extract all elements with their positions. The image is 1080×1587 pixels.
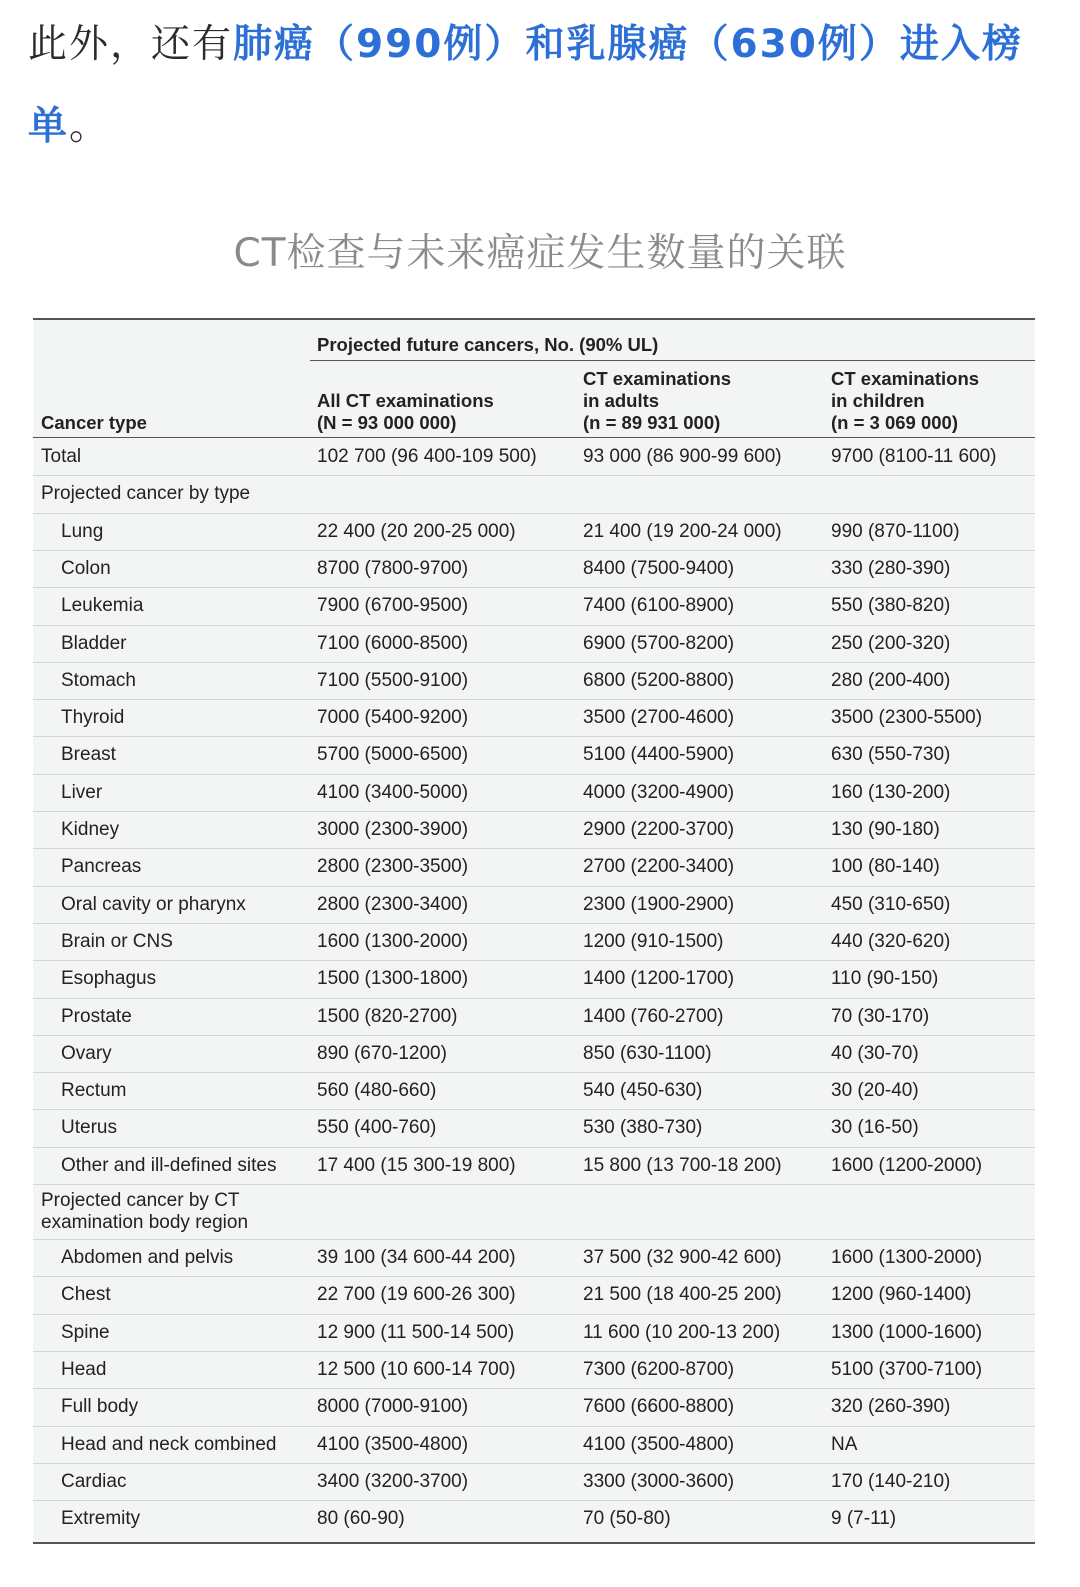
cell-children: 250 (200-320) bbox=[831, 632, 951, 654]
cell-children: 170 (140-210) bbox=[831, 1470, 951, 1492]
cell-cancer-type: Abdomen and pelvis bbox=[61, 1247, 234, 1268]
cell-all-ct: 4100 (3400-5000) bbox=[317, 781, 469, 803]
cell-cancer-type: Oral cavity or pharynx bbox=[61, 893, 246, 915]
cell-children: 40 (30-70) bbox=[831, 1042, 919, 1064]
table-row bbox=[33, 1351, 1035, 1388]
row-divider bbox=[33, 1147, 1035, 1148]
cell-cancer-type: Brain or CNS bbox=[61, 930, 173, 952]
cell-adults: 21 400 (19 200-24 000) bbox=[583, 520, 782, 542]
cell-children: 1600 (1300-2000) bbox=[831, 1247, 983, 1268]
cell-cancer-type: Liver bbox=[61, 781, 103, 803]
table-row bbox=[33, 1314, 1035, 1351]
table-row bbox=[33, 1109, 1035, 1146]
row-divider bbox=[33, 1426, 1035, 1427]
cell-children: 130 (90-180) bbox=[831, 819, 940, 840]
cell-cancer-type: Full body bbox=[61, 1396, 139, 1418]
col-header-children-line3: (n = 3 069 000) bbox=[831, 412, 959, 433]
row-divider bbox=[33, 998, 1035, 999]
table-row bbox=[33, 960, 1035, 997]
cell-cancer-type: Thyroid bbox=[61, 707, 125, 729]
col-header-all bbox=[317, 390, 494, 434]
cell-adults: 8400 (7500-9400) bbox=[583, 557, 735, 579]
table-row bbox=[33, 811, 1035, 848]
intro-paragraph bbox=[28, 4, 1058, 168]
cell-all-ct: 7100 (5500-9100) bbox=[317, 669, 469, 691]
row-divider bbox=[33, 1276, 1035, 1277]
cell-adults: 7600 (6600-8800) bbox=[583, 1396, 735, 1418]
col-header-adults-line2: in adults bbox=[583, 390, 660, 411]
table-row bbox=[33, 1072, 1035, 1109]
cell-children: 280 (200-400) bbox=[831, 669, 951, 691]
cell-all-ct: 560 (480-660) bbox=[317, 1080, 437, 1102]
cell-all-ct: 80 (60-90) bbox=[317, 1508, 405, 1530]
table-row bbox=[33, 1463, 1035, 1500]
table-row bbox=[33, 513, 1035, 550]
cell-cancer-type: Extremity bbox=[61, 1508, 141, 1530]
cell-all-ct: 7900 (6700-9500) bbox=[317, 595, 469, 617]
row-divider bbox=[33, 811, 1035, 812]
cell-all-ct: 22 400 (20 200-25 000) bbox=[317, 520, 516, 542]
row-divider bbox=[33, 513, 1035, 514]
row-divider bbox=[33, 923, 1035, 924]
section-header-row bbox=[33, 1184, 1035, 1239]
cell-children: 110 (90-150) bbox=[831, 968, 939, 990]
cell-adults: 15 800 (13 700-18 200) bbox=[583, 1154, 782, 1176]
cell-children: 30 (20-40) bbox=[831, 1080, 919, 1102]
section-header-line: Projected cancer by CT bbox=[41, 1190, 240, 1211]
cell-all-ct: 17 400 (15 300-19 800) bbox=[317, 1154, 516, 1176]
table-row bbox=[33, 923, 1035, 960]
col-header-children-line1: CT examinations bbox=[831, 368, 980, 389]
table-row bbox=[33, 1388, 1035, 1425]
row-divider bbox=[33, 886, 1035, 887]
cell-cancer-type: Colon bbox=[61, 557, 111, 579]
table-row bbox=[33, 550, 1035, 587]
cell-adults: 4100 (3500-4800) bbox=[583, 1433, 735, 1455]
cell-adults: 1400 (760-2700) bbox=[583, 1005, 724, 1027]
row-divider bbox=[33, 1072, 1035, 1073]
group-header-rule bbox=[310, 360, 1035, 361]
cell-adults: 3300 (3000-3600) bbox=[583, 1470, 735, 1492]
row-divider bbox=[33, 1388, 1035, 1389]
cell-adults: 7300 (6200-8700) bbox=[583, 1358, 735, 1380]
row-divider bbox=[33, 1351, 1035, 1352]
cell-all-ct: 12 900 (11 500-14 500) bbox=[317, 1321, 515, 1343]
cell-adults: 6900 (5700-8200) bbox=[583, 632, 735, 654]
table-row bbox=[33, 886, 1035, 923]
table-row bbox=[33, 1239, 1035, 1276]
col-header-adults bbox=[583, 368, 731, 434]
cell-all-ct: 3400 (3200-3700) bbox=[317, 1470, 469, 1492]
table-row bbox=[33, 1426, 1035, 1463]
cell-all-ct: 12 500 (10 600-14 700) bbox=[317, 1358, 516, 1380]
cell-children: 1200 (960-1400) bbox=[831, 1284, 972, 1306]
col-header-cancer-type: Cancer type bbox=[41, 412, 147, 433]
cell-cancer-type: Spine bbox=[61, 1321, 110, 1343]
table-row bbox=[33, 1147, 1035, 1184]
cell-adults: 21 500 (18 400-25 200) bbox=[583, 1284, 782, 1306]
cell-all-ct: 2800 (2300-3400) bbox=[317, 893, 469, 915]
cell-adults: 7400 (6100-8900) bbox=[583, 595, 735, 617]
group-header: Projected future cancers, No. (90% UL) bbox=[317, 334, 659, 355]
cell-all-ct: 3000 (2300-3900) bbox=[317, 819, 469, 840]
section-header-row bbox=[33, 475, 1035, 512]
cell-children: 630 (550-730) bbox=[831, 744, 951, 766]
cell-children: 330 (280-390) bbox=[831, 557, 951, 579]
table-row bbox=[33, 699, 1035, 736]
cell-all-ct: 8700 (7800-9700) bbox=[317, 557, 469, 579]
row-divider bbox=[33, 475, 1035, 476]
col-header-children-line2: in children bbox=[831, 390, 925, 411]
table-row bbox=[33, 438, 1035, 475]
row-divider bbox=[33, 550, 1035, 551]
cell-cancer-type: Cardiac bbox=[61, 1470, 127, 1492]
cell-children: 1300 (1000-1600) bbox=[831, 1321, 983, 1343]
cell-adults: 70 (50-80) bbox=[583, 1508, 671, 1530]
cell-children: 3500 (2300-5500) bbox=[831, 707, 983, 729]
intro-highlight-breast: 乳腺癌（630例）进入榜单 bbox=[28, 22, 1023, 149]
cell-adults: 850 (630-1100) bbox=[583, 1042, 712, 1064]
cell-all-ct: 7100 (6000-8500) bbox=[317, 632, 469, 654]
cell-cancer-type: Head bbox=[61, 1358, 107, 1380]
row-divider bbox=[33, 1239, 1035, 1240]
cell-children: 30 (16-50) bbox=[831, 1117, 919, 1139]
row-divider bbox=[33, 736, 1035, 737]
cell-children: 160 (130-200) bbox=[831, 781, 951, 803]
cell-adults: 1200 (910-1500) bbox=[583, 930, 724, 952]
table-row bbox=[33, 736, 1035, 773]
table-row bbox=[33, 848, 1035, 885]
row-divider bbox=[33, 1314, 1035, 1315]
row-divider bbox=[33, 1463, 1035, 1464]
cell-adults: 6800 (5200-8800) bbox=[583, 669, 735, 691]
row-divider bbox=[33, 625, 1035, 626]
cell-cancer-type: Breast bbox=[61, 744, 116, 766]
cell-adults: 1400 (1200-1700) bbox=[583, 968, 735, 990]
cell-children: 1600 (1200-2000) bbox=[831, 1154, 983, 1176]
cell-children: 100 (80-140) bbox=[831, 856, 940, 878]
col-header-children bbox=[831, 368, 979, 434]
table-row bbox=[33, 625, 1035, 662]
cell-cancer-type: Ovary bbox=[61, 1042, 112, 1064]
table-row bbox=[33, 1500, 1035, 1537]
cell-children: 9700 (8100-11 600) bbox=[831, 446, 997, 467]
cell-adults: 530 (380-730) bbox=[583, 1117, 703, 1139]
col-header-all-line2: (N = 93 000 000) bbox=[317, 412, 457, 433]
cell-adults: 540 (450-630) bbox=[583, 1080, 703, 1102]
row-divider bbox=[33, 587, 1035, 588]
cell-children: 450 (310-650) bbox=[831, 893, 951, 915]
cell-adults: 3500 (2700-4600) bbox=[583, 707, 735, 729]
cell-children: 440 (320-620) bbox=[831, 930, 951, 952]
cell-cancer-type: Rectum bbox=[61, 1080, 127, 1102]
cell-children: NA bbox=[831, 1433, 858, 1455]
cell-adults: 4000 (3200-4900) bbox=[583, 781, 735, 803]
cell-children: 320 (260-390) bbox=[831, 1396, 951, 1418]
row-divider bbox=[33, 1035, 1035, 1036]
cell-children: 9 (7-11) bbox=[831, 1508, 897, 1530]
cell-cancer-type: Chest bbox=[61, 1284, 111, 1306]
row-divider bbox=[33, 662, 1035, 663]
cell-cancer-type: Head and neck combined bbox=[61, 1433, 277, 1455]
cell-all-ct: 22 700 (19 600-26 300) bbox=[317, 1284, 516, 1306]
row-divider bbox=[33, 1184, 1035, 1185]
table-row bbox=[33, 998, 1035, 1035]
cell-adults: 11 600 (10 200-13 200) bbox=[583, 1321, 781, 1343]
cell-all-ct: 1500 (1300-1800) bbox=[317, 968, 469, 990]
cell-children: 70 (30-170) bbox=[831, 1005, 930, 1027]
row-divider bbox=[33, 960, 1035, 961]
col-header-all-line1: All CT examinations bbox=[317, 390, 494, 411]
cell-adults: 2900 (2200-3700) bbox=[583, 819, 735, 840]
table-caption: CT检查与未来癌症发生数量的关联 bbox=[233, 231, 847, 276]
cell-adults: 5100 (4400-5900) bbox=[583, 744, 735, 766]
cell-all-ct: 5700 (5000-6500) bbox=[317, 744, 469, 766]
cell-cancer-type: Bladder bbox=[61, 632, 127, 654]
table-row bbox=[33, 587, 1035, 624]
cell-adults: 2700 (2200-3400) bbox=[583, 856, 735, 878]
table-row bbox=[33, 1035, 1035, 1072]
cell-all-ct: 2800 (2300-3500) bbox=[317, 856, 469, 878]
section-header-line: Projected cancer by type bbox=[41, 483, 251, 505]
cell-adults: 93 000 (86 900-99 600) bbox=[583, 446, 782, 467]
table-row bbox=[33, 662, 1035, 699]
intro-highlight-lung: 肺癌（990例） bbox=[233, 22, 526, 67]
row-divider bbox=[33, 1500, 1035, 1501]
cell-adults: 2300 (1900-2900) bbox=[583, 893, 735, 915]
intro-highlight-and: 和 bbox=[525, 22, 567, 67]
cell-cancer-type: Esophagus bbox=[61, 968, 157, 990]
cell-children: 5100 (3700-7100) bbox=[831, 1358, 983, 1380]
cell-cancer-type: Total bbox=[41, 446, 82, 467]
cell-adults: 37 500 (32 900-42 600) bbox=[583, 1247, 782, 1268]
table-row bbox=[33, 774, 1035, 811]
col-header-adults-line3: (n = 89 931 000) bbox=[583, 412, 721, 433]
row-divider bbox=[33, 848, 1035, 849]
row-divider bbox=[33, 1109, 1035, 1110]
col-header-adults-line1: CT examinations bbox=[583, 368, 732, 389]
cell-all-ct: 39 100 (34 600-44 200) bbox=[317, 1247, 516, 1268]
cell-all-ct: 1500 (820-2700) bbox=[317, 1005, 458, 1027]
intro-lead: 此外，还有 bbox=[28, 22, 234, 67]
section-header-label bbox=[41, 1190, 248, 1234]
cell-cancer-type: Other and ill-defined sites bbox=[61, 1154, 277, 1176]
cell-cancer-type: Kidney bbox=[61, 819, 120, 840]
cell-cancer-type: Stomach bbox=[61, 669, 136, 691]
cell-children: 990 (870-1100) bbox=[831, 520, 960, 542]
cell-all-ct: 890 (670-1200) bbox=[317, 1042, 447, 1064]
cell-all-ct: 102 700 (96 400-109 500) bbox=[317, 446, 537, 467]
cell-cancer-type: Lung bbox=[61, 520, 104, 542]
cell-all-ct: 4100 (3500-4800) bbox=[317, 1433, 469, 1455]
table-row bbox=[33, 1276, 1035, 1313]
section-header-line: examination body region bbox=[41, 1212, 249, 1233]
section-header-label bbox=[41, 483, 250, 505]
cell-cancer-type: Prostate bbox=[61, 1005, 132, 1027]
cell-all-ct: 550 (400-760) bbox=[317, 1117, 437, 1139]
row-divider bbox=[33, 699, 1035, 700]
cell-all-ct: 8000 (7000-9100) bbox=[317, 1396, 469, 1418]
cell-all-ct: 1600 (1300-2000) bbox=[317, 930, 469, 952]
cell-cancer-type: Uterus bbox=[61, 1117, 117, 1139]
intro-tail: 。 bbox=[69, 104, 111, 149]
cell-all-ct: 7000 (5400-9200) bbox=[317, 707, 469, 729]
cell-cancer-type: Pancreas bbox=[61, 856, 142, 878]
cancer-projection-table bbox=[33, 318, 1035, 1544]
cell-children: 550 (380-820) bbox=[831, 595, 951, 617]
row-divider bbox=[33, 774, 1035, 775]
cell-cancer-type: Leukemia bbox=[61, 595, 144, 617]
